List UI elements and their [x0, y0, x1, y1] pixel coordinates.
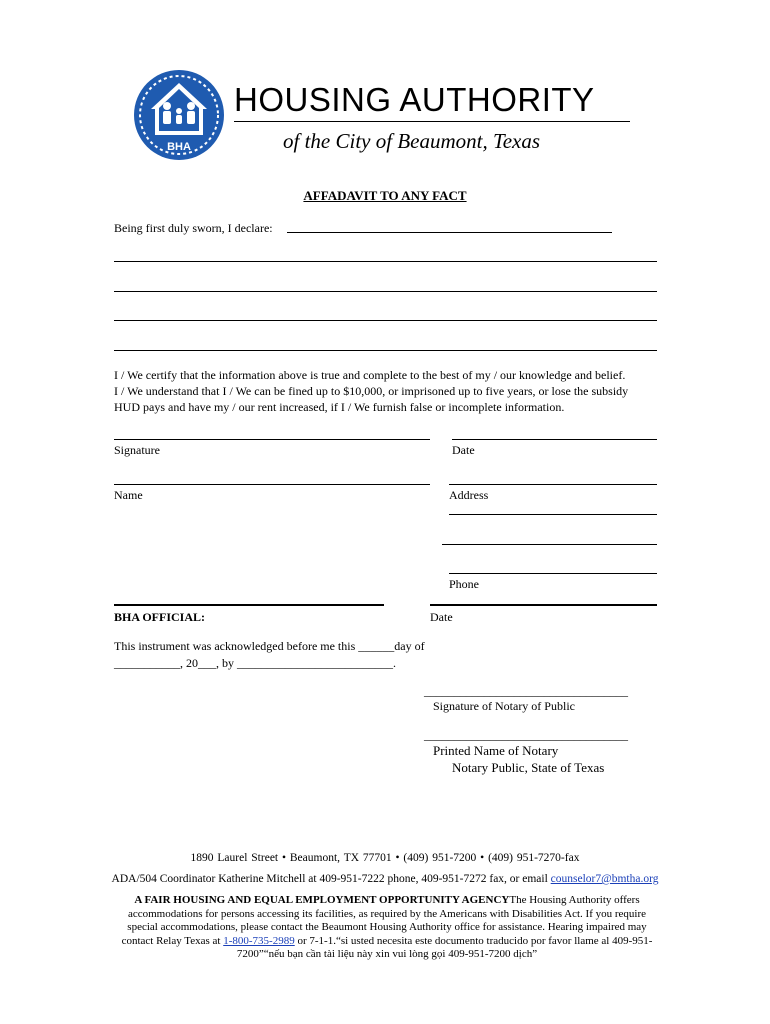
notary-signature-label: Signature of Notary of Public — [433, 699, 575, 713]
signature-line[interactable] — [114, 439, 430, 440]
certification-line-1: I / We certify that the information above is true and complete to the best of my / our knowledge and belief. — [114, 368, 626, 382]
notary-name-line[interactable]: __________________________________ — [424, 728, 628, 742]
footer-fair-housing — [112, 894, 662, 962]
bha-official-line[interactable] — [114, 604, 384, 606]
declaration-line-4[interactable] — [114, 350, 657, 351]
org-title: HOUSING AUTHORITY — [234, 81, 595, 118]
notary-signature-line[interactable]: __________________________________ — [424, 684, 628, 698]
fair-housing-text-after: or 7-1-1.“si usted necesita este documento traducido por favor llame al 409-951-7200”“nếu bạn cần tài liệu này xin vui lòng gọi 409-951-7200 dịch” — [236, 934, 653, 960]
printed-name-label: Printed Name of Notary — [433, 743, 559, 758]
signature-label: Signature — [114, 443, 160, 457]
declaration-line-2[interactable] — [114, 291, 657, 292]
fair-housing-text: The Housing Authority offers accommodations for persons accessing its facilities, as required by the Americans with Disabilities Act. If you require special accommodations, please contact the Beaumont Housing Authority office for assistance. Hearing impaired may contact Relay Texas at — [121, 894, 647, 947]
declare-label: Being first duly sworn, I declare: — [114, 221, 273, 235]
ada-text: ADA/504 Coordinator Katherine Mitchell at 409-951-7222 phone, 409-951-7272 fax, or email — [111, 873, 551, 885]
date-line[interactable] — [452, 439, 657, 440]
declaration-line-3[interactable] — [114, 320, 657, 321]
logo-text: BHA — [167, 141, 191, 153]
acknowledge-line-2: ___________, 20___, by __________________________. — [114, 656, 396, 670]
address-line-1[interactable] — [449, 484, 657, 485]
footer-address: 1890 Laurel Street • Beaumont, TX 77701 • (409) 951-7200 • (409) 951-7270-fax — [190, 852, 580, 864]
notary-public-label: Notary Public, State of Texas — [452, 760, 605, 775]
name-line[interactable] — [114, 484, 430, 485]
official-date-line[interactable] — [430, 604, 657, 606]
bha-logo — [133, 69, 225, 161]
official-date-label: Date — [430, 610, 453, 624]
document-title: AFFADAVIT TO ANY FACT — [303, 188, 467, 203]
bha-official-label: BHA OFFICIAL: — [114, 610, 206, 624]
header-divider — [234, 121, 630, 122]
declare-field-line[interactable] — [287, 232, 612, 233]
certification-line-2: I / We understand that I / We can be fined up to $10,000, or imprisoned up to five years, or lose the subsidy — [114, 384, 629, 398]
declaration-line-1[interactable] — [114, 261, 657, 262]
relay-phone-link[interactable]: 1-800-735-2989 — [223, 934, 295, 947]
address-line-2[interactable] — [449, 514, 657, 515]
fair-housing-heading: A FAIR HOUSING AND EQUAL EMPLOYMENT OPPORTUNITY AGENCY — [134, 894, 510, 906]
org-subtitle: of the City of Beaumont, Texas — [283, 129, 541, 153]
date-label: Date — [452, 443, 475, 457]
phone-label: Phone — [449, 577, 479, 591]
name-label: Name — [114, 488, 143, 502]
certification-line-3: HUD pays and have my / our rent increased, if I / We furnish false or incomplete information. — [114, 400, 565, 414]
footer-ada — [0, 873, 770, 885]
address-line-3[interactable] — [442, 544, 657, 545]
phone-line[interactable] — [449, 573, 657, 574]
address-label: Address — [449, 488, 489, 502]
acknowledge-line-1: This instrument was acknowledged before me this ______day of — [114, 639, 425, 653]
ada-email-link[interactable]: counselor7@bmtha.org — [550, 873, 659, 885]
certification-text — [114, 367, 664, 415]
